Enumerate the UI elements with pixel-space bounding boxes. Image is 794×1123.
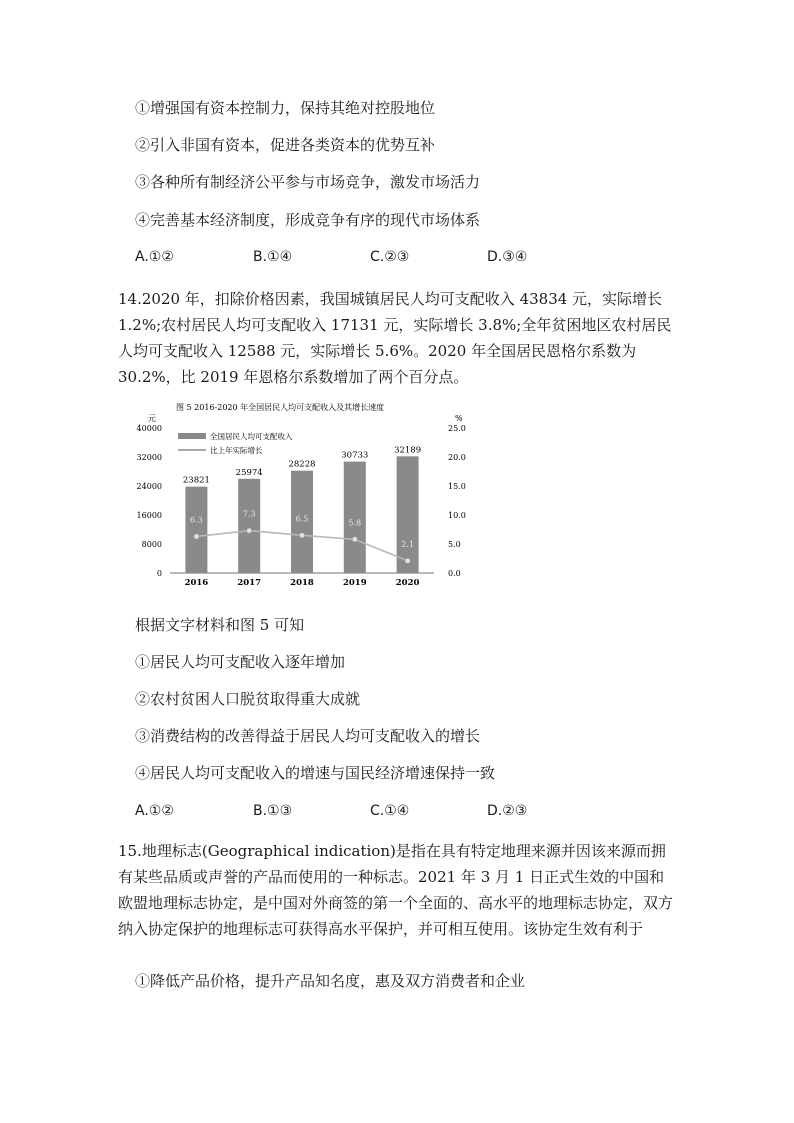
y-right-tick: 25.0 xyxy=(448,424,466,433)
growth-value-label: 2.1 xyxy=(401,539,414,549)
chart-title: 图 5 2016-2020 年全国居民人均可支配收入及其增长速度 xyxy=(176,403,385,412)
right-unit: % xyxy=(455,414,463,423)
q14-item-4: ④居民人均可支配收入的增速与国民经济增速保持一致 xyxy=(135,764,496,782)
q14-option-b[interactable]: B.①③ xyxy=(253,803,293,819)
left-unit: 元 xyxy=(148,414,156,423)
q13-item-4: ④完善基本经济制度，形成竞争有序的现代市场体系 xyxy=(135,211,481,229)
growth-value-label: 7.3 xyxy=(242,509,256,519)
q15-item-1: ①降低产品价格，提升产品知名度，惠及双方消费者和企业 xyxy=(135,972,526,990)
chart-legend xyxy=(178,431,293,455)
q13-item-2: ②引入非国有资本，促进各类资本的优势互补 xyxy=(135,136,436,154)
growth-point-2019 xyxy=(352,537,357,542)
q14-lead: 根据文字材料和图 5 可知 xyxy=(135,616,305,634)
q14-item-3: ③消费结构的改善得益于居民人均可支配收入的增长 xyxy=(135,727,481,745)
figure-5 xyxy=(118,398,478,593)
bar-2017 xyxy=(238,479,260,573)
bar-2016 xyxy=(185,487,207,573)
legend-bar-label: 全国居民人均可支配收入 xyxy=(210,432,293,441)
bar-2020 xyxy=(397,456,419,573)
y-left-tick: 8000 xyxy=(141,540,162,549)
y-right-tick: 5.0 xyxy=(448,540,461,549)
legend-line-label: 比上年实际增长 xyxy=(210,446,263,455)
q13-option-d[interactable]: D.③④ xyxy=(487,249,528,265)
bar-2019 xyxy=(344,462,366,573)
y-left-tick: 40000 xyxy=(136,424,162,433)
bar-value-label: 32189 xyxy=(394,445,422,456)
growth-point-2017 xyxy=(247,528,252,533)
x-tick-label: 2017 xyxy=(237,578,262,588)
y-right-tick: 10.0 xyxy=(448,511,466,520)
bar-value-label: 28228 xyxy=(288,459,316,470)
y-right-tick: 0.0 xyxy=(448,569,461,578)
q13-option-a[interactable]: A.①② xyxy=(135,249,174,265)
income-chart xyxy=(118,398,478,593)
y-right-tick: 15.0 xyxy=(448,482,466,491)
q13-option-c[interactable]: C.②③ xyxy=(370,249,410,265)
x-tick-label: 2016 xyxy=(184,578,209,588)
q15-stem: 15.地理标志(Geographical indication)是指在具有特定地理来源并因该来源而拥有某些品质或声誉的产品而使用的一种标志。2021 年 3 月 1 日正式生效的中国和欧盟地理标志协定，是中国对外商签的第一个全面的、高水平的地理标志协定，双方纳入协定保护的地理标志可获得高水平保护，并可相互使用。该协定生效有利于 xyxy=(118,842,674,938)
y-left-tick: 16000 xyxy=(136,511,162,520)
q14-stem: 14.2020 年，扣除价格因素，我国城镇居民人均可支配收入 43834 元，实际增长 1.2%;农村居民人均可支配收入 17131 元，实际增长 3.8%;全年贫困地区农村居民人均可支配收入 12588 元，实际增长 5.6%。2020 年全国居民恩格尔系数为 30.2%，比 2019 年恩格尔系数增加了两个百分点。 xyxy=(118,290,672,386)
y-left-tick: 24000 xyxy=(136,482,162,491)
growth-value-label: 6.5 xyxy=(295,514,309,524)
growth-point-2020 xyxy=(405,558,410,563)
growth-point-2018 xyxy=(299,533,304,538)
y-left-tick: 0 xyxy=(156,569,162,578)
growth-point-2016 xyxy=(194,534,199,539)
x-tick-label: 2019 xyxy=(342,578,367,588)
q14-option-c[interactable]: C.①④ xyxy=(370,803,410,819)
q13-option-b[interactable]: B.①④ xyxy=(253,249,293,265)
q14-option-a[interactable]: A.①② xyxy=(135,803,174,819)
q14-item-2: ②农村贫困人口脱贫取得重大成就 xyxy=(135,690,361,708)
q14-option-d[interactable]: D.②③ xyxy=(487,803,528,819)
x-tick-label: 2018 xyxy=(290,578,314,588)
growth-value-label: 5.8 xyxy=(348,518,362,528)
bar-value-label: 25974 xyxy=(235,467,263,478)
q13-item-1: ①增强国有资本控制力，保持其绝对控股地位 xyxy=(135,99,436,117)
x-tick-label: 2020 xyxy=(395,578,420,588)
y-right-tick: 20.0 xyxy=(448,453,466,462)
growth-value-label: 6.3 xyxy=(190,515,203,525)
q13-item-3: ③各种所有制经济公平参与市场竞争，激发市场活力 xyxy=(135,173,481,191)
bar-value-label: 23821 xyxy=(182,475,210,486)
q14-item-1: ①居民人均可支配收入逐年增加 xyxy=(135,653,346,671)
legend-bar-swatch xyxy=(178,433,206,439)
y-left-tick: 32000 xyxy=(136,453,162,462)
bar-value-label: 30733 xyxy=(341,450,369,461)
